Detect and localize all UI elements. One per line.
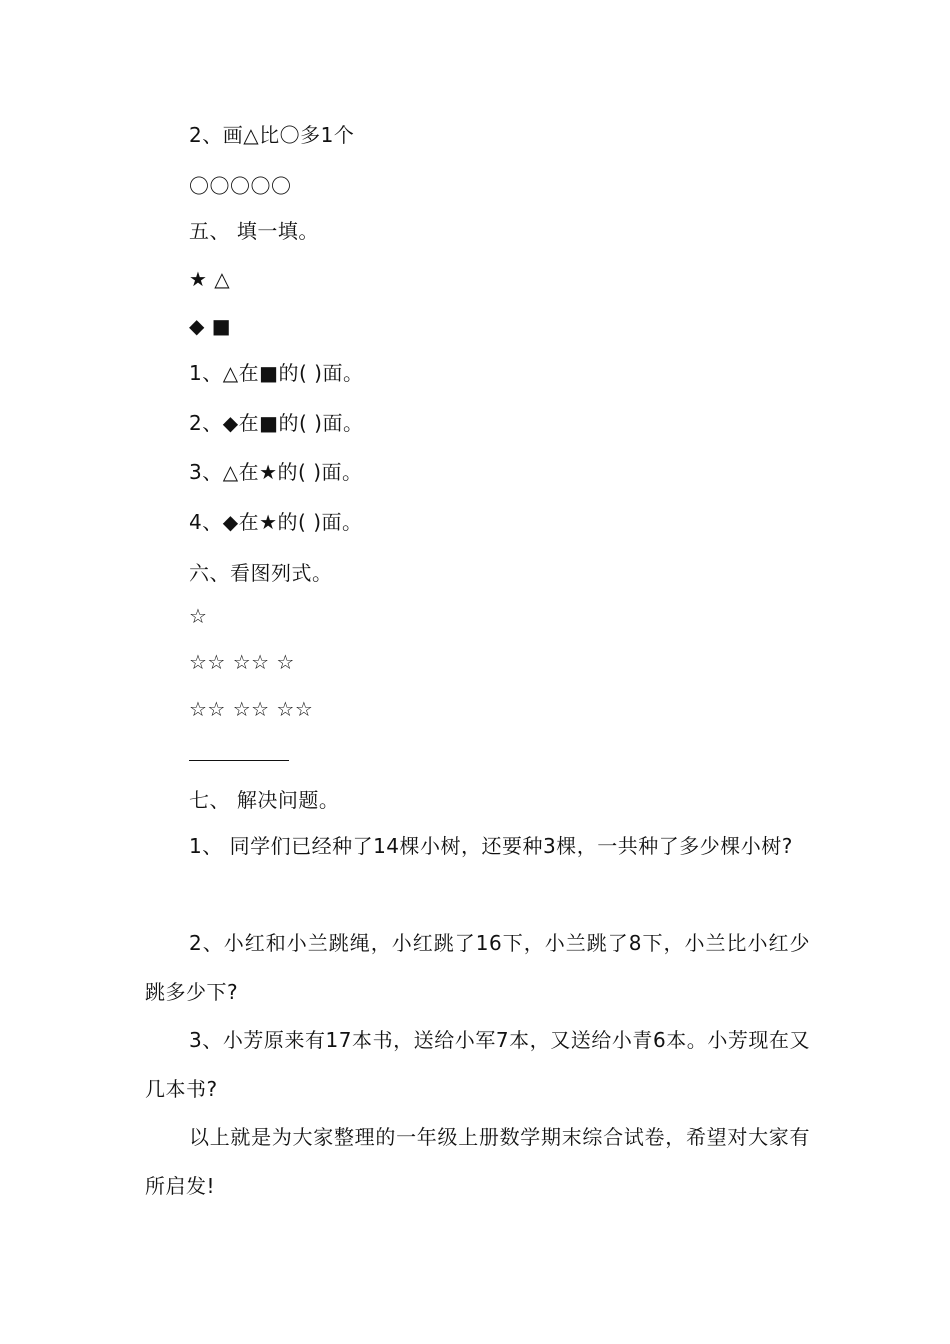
- fill-question-1: 1、△在■的( )面。: [189, 361, 364, 385]
- shape-row-diamond-square: ◆ ■: [189, 314, 232, 338]
- word-problem-3: 3、小芳原来有17本书，送给小军7本，又送给小青6本。小芳现在又几本书?: [145, 1028, 810, 1101]
- section-heading-fill-in: 五、 填一填。: [189, 219, 319, 243]
- star-row-1: ☆: [189, 604, 208, 628]
- fill-question-3: 3、△在★的( )面。: [189, 460, 363, 484]
- fill-question-2: 2、◆在■的( )面。: [189, 411, 364, 435]
- star-row-2: ☆☆ ☆☆ ☆: [189, 650, 295, 674]
- question-draw-triangles: 2、画△比〇多1个: [189, 123, 355, 147]
- star-row-3: ☆☆ ☆☆ ☆☆: [189, 697, 314, 721]
- circle-row: 〇〇〇〇〇: [189, 174, 292, 198]
- fill-question-4: 4、◆在★的( )面。: [189, 510, 363, 534]
- section-heading-picture-equation: 六、看图列式。: [189, 561, 333, 585]
- shape-row-star-triangle: ★ △: [189, 267, 231, 291]
- word-problem-2: 2、小红和小兰跳绳，小红跳了16下，小兰跳了8下，小兰比小红少跳多少下?: [145, 931, 810, 1004]
- word-problem-1: 1、 同学们已经种了14棵小树，还要种3棵，一共种了多少棵小树?: [189, 834, 793, 858]
- section-heading-solve-problems: 七、 解决问题。: [189, 788, 340, 812]
- closing-paragraph: 以上就是为大家整理的一年级上册数学期末综合试卷，希望对大家有所启发!: [145, 1125, 810, 1198]
- answer-blank-line: [189, 760, 289, 761]
